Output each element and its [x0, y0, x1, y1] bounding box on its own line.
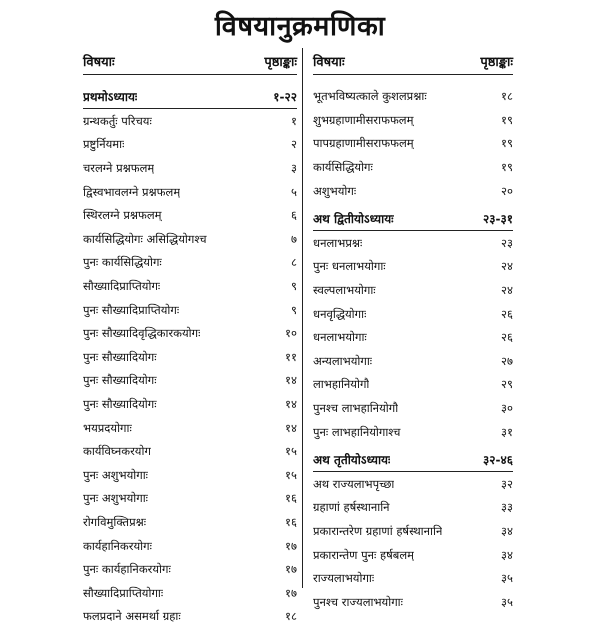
toc-row [313, 132, 513, 156]
topic-title: पुनः सौख्यादियोगः [83, 397, 157, 412]
topic-title: पुनः कार्यहानिकरयोगः [83, 562, 171, 577]
toc-row [83, 322, 297, 346]
toc-row [83, 275, 297, 299]
topic-title: पापग्रहाणामीसराफफलम् [313, 136, 414, 151]
toc-row [313, 543, 513, 567]
toc-row [313, 279, 513, 303]
page-number: १८ [501, 89, 513, 104]
chapter-title: प्रथमोऽध्यायः [83, 89, 138, 104]
topic-title: कार्यसिद्धियोगः असिद्धियोगश्च [83, 231, 207, 246]
page-number: ८ [291, 255, 297, 270]
toc-row [83, 581, 297, 605]
page-number: ११ [285, 349, 297, 364]
page-number: ३० [501, 401, 513, 416]
page-number: १९ [501, 112, 513, 127]
toc-row [313, 373, 513, 397]
toc-row [83, 440, 297, 464]
page-number: ६ [291, 208, 297, 223]
toc-row [83, 204, 297, 228]
page-number: ३४ [501, 523, 513, 538]
toc-row [313, 473, 513, 497]
topic-title: पुनः धनलाभयोगाः [313, 259, 386, 274]
toc-row [83, 511, 297, 535]
toc-row [83, 157, 297, 181]
toc-row [313, 397, 513, 421]
page-number: १४ [285, 373, 297, 388]
page-number: ३ [291, 161, 297, 176]
chapter-page-range: २३-३१ [483, 211, 513, 226]
page-number: १९ [501, 160, 513, 175]
toc-row [313, 232, 513, 256]
topic-title: पुनश्च राज्यलाभयोगाः [313, 594, 403, 609]
chapter-page-range: १-२२ [273, 89, 297, 104]
chapter-title: अथ द्वितीयोऽध्यायः [313, 211, 394, 226]
right-toc-list [313, 85, 513, 614]
page-number: १ [291, 113, 297, 128]
toc-row [83, 393, 297, 417]
page-number: १९ [501, 136, 513, 151]
topic-title: प्रष्टुर्नियमाः [83, 137, 125, 152]
toc-row [83, 298, 297, 322]
page-number: १७ [285, 538, 297, 553]
toc-row [83, 369, 297, 393]
topic-title: पुनः लाभहानियोगाश्च [313, 424, 401, 439]
right-header [313, 50, 513, 75]
toc-row [313, 109, 513, 133]
toc-row [313, 520, 513, 544]
page-header: पृष्ठाङ्काः [264, 55, 297, 70]
page-number: २७ [501, 353, 513, 368]
chapter-title: अथ तृतीयोऽध्यायः [313, 452, 391, 467]
topic-title: कार्यहानिकरयोगः [83, 538, 152, 553]
topic-title: भयप्रदयोगाः [83, 420, 132, 435]
topic-title: पुनः कार्यसिद्धियोगः [83, 255, 162, 270]
topic-title: रोगविमुक्तिप्रश्नः [83, 514, 147, 529]
toc-row [83, 251, 297, 275]
page-number: १५ [285, 467, 297, 482]
topic-title: सौख्यादिप्राप्तियोगाः [83, 585, 164, 600]
topic-title: शुभग्रहाणामीसराफफलम् [313, 112, 414, 127]
toc-row [83, 487, 297, 511]
page-number: १६ [285, 514, 297, 529]
page-header: पृष्ठाङ्काः [480, 55, 513, 70]
page-number: ९ [291, 302, 297, 317]
toc-row [83, 558, 297, 582]
topic-title: धनलाभप्रश्नः [313, 235, 363, 250]
toc-row [313, 255, 513, 279]
toc-row [313, 567, 513, 591]
page-number: ५ [291, 184, 297, 199]
topic-title: पुनः सौख्यादिवृद्धिकारकयोगः [83, 326, 201, 341]
page-number: १० [285, 326, 297, 341]
topic-title: स्वल्पलाभयोगाः [313, 283, 376, 298]
toc-row [83, 346, 297, 370]
page-number: ३१ [501, 424, 513, 439]
topic-title: धनलाभयोगाः [313, 330, 367, 345]
toc-row [83, 180, 297, 204]
topic-title: पुनः सौख्यादिप्राप्तियोगः [83, 302, 180, 317]
chapter-heading-row [313, 448, 513, 472]
page-number: १७ [285, 562, 297, 577]
right-column [313, 50, 513, 614]
page-number: १४ [285, 420, 297, 435]
page-number: २६ [501, 330, 513, 345]
page-number: १५ [285, 444, 297, 459]
page-number: २९ [501, 377, 513, 392]
chapter-page-range: ३२-४६ [483, 452, 513, 467]
chapter-heading-row [313, 207, 513, 231]
toc-row [313, 496, 513, 520]
toc-row [313, 179, 513, 203]
topic-title: प्रकारान्तेण पुनः हर्षबलम् [313, 547, 414, 562]
toc-row [313, 326, 513, 350]
topic-title: राज्यलाभयोगाः [313, 571, 375, 586]
topic-title: सौख्यादिप्राप्तियोगः [83, 279, 161, 294]
topic-title: चरलग्ने प्रश्नफलम् [83, 161, 155, 176]
page-number: १७ [285, 585, 297, 600]
page-number: २ [291, 137, 297, 152]
topic-title: प्रकारान्तरेण ग्रहाणां हर्षस्थानानि [313, 523, 443, 538]
page-number: २४ [501, 283, 513, 298]
subject-header: विषयाः [83, 55, 115, 70]
toc-row [83, 534, 297, 558]
toc-row [313, 590, 513, 614]
column-divider [302, 48, 303, 588]
chapter-heading-row [83, 85, 297, 109]
topic-title: पुनश्च लाभहानियोगौ [313, 401, 399, 416]
topic-title: पुनः सौख्यादियोगः [83, 349, 157, 364]
page-number: २४ [501, 259, 513, 274]
page-number: ३३ [501, 500, 513, 515]
page-number: ९ [291, 279, 297, 294]
left-header [83, 50, 297, 75]
toc-row [83, 133, 297, 157]
topic-title: कार्यविघ्नकरयोग [83, 444, 151, 459]
topic-title: अन्यलाभयोगाः [313, 353, 373, 368]
page-number: १४ [285, 397, 297, 412]
page-number: २० [501, 183, 513, 198]
topic-title: पुनः सौख्यादियोगः [83, 373, 157, 388]
topic-title: भूतभविष्यत्काले कुशलप्रश्नाः [313, 89, 427, 104]
page-number: ७ [291, 231, 297, 246]
page-number: २३ [501, 235, 513, 250]
topic-title: अशुभयोगः [313, 183, 357, 198]
toc-row [313, 85, 513, 109]
toc-row [83, 416, 297, 440]
topic-title: ग्रन्थकर्तुः परिचयः [83, 113, 152, 128]
left-toc-list [83, 85, 297, 629]
page-number: २६ [501, 306, 513, 321]
page-number: ३४ [501, 547, 513, 562]
topic-title: अथ राज्यलाभपृच्छा [313, 476, 395, 491]
page-number: ३२ [501, 476, 513, 491]
subject-header: विषयाः [313, 55, 345, 70]
topic-title: पुनः अशुभयोगाः [83, 467, 149, 482]
toc-row [83, 605, 297, 629]
toc-row [83, 228, 297, 252]
toc-row [313, 302, 513, 326]
topic-title: पुनः अशुभयोगाः [83, 491, 149, 506]
page-number: ३५ [501, 571, 513, 586]
toc-row [313, 420, 513, 444]
topic-title: धनवृद्धियोगाः [313, 306, 367, 321]
topic-title: द्विस्वभावलग्ने प्रश्नफलम् [83, 184, 181, 199]
topic-title: लाभहानियोगौ [313, 377, 370, 392]
left-column [83, 50, 297, 629]
page-number: ३५ [501, 594, 513, 609]
topic-title: फलप्रदाने असमर्था ग्रहाः [83, 609, 181, 624]
page-number: १६ [285, 491, 297, 506]
page-title: विषयानुक्रमणिका [214, 11, 386, 42]
page-number: १८ [285, 609, 297, 624]
topic-title: ग्रहाणां हर्षस्थानानि [313, 500, 390, 515]
toc-row [83, 110, 297, 134]
topic-title: कार्यसिद्धियोगः [313, 160, 373, 175]
toc-row [313, 156, 513, 180]
topic-title: स्थिरलग्ने प्रश्नफलम् [83, 208, 162, 223]
toc-row [313, 350, 513, 374]
toc-row [83, 464, 297, 488]
